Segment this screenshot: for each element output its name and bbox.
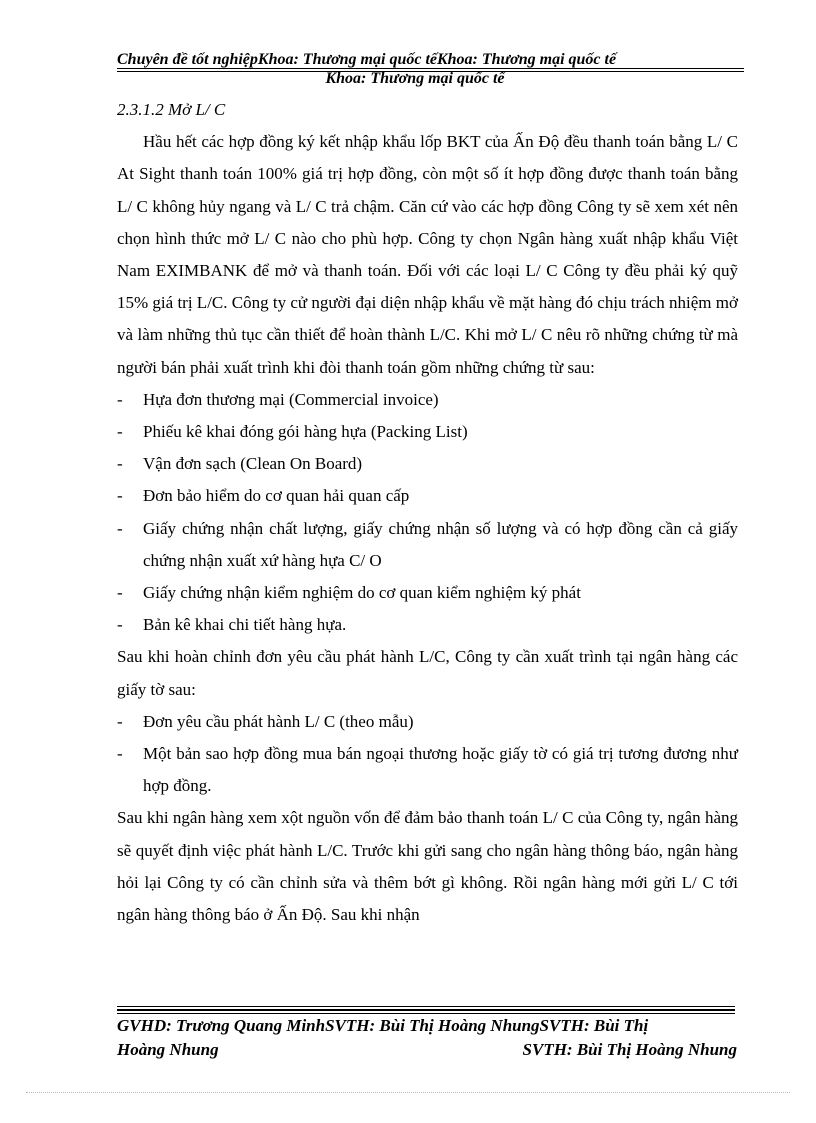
- after-list-paragraph: Sau khi hoàn chỉnh đơn yêu cầu phát hành L/C, Công ty cần xuất trình tại ngân hàng các giấy tờ sau:: [117, 647, 738, 699]
- footer-line-2: [117, 1038, 737, 1062]
- bullet-dash: -: [117, 518, 123, 538]
- page-footer: [117, 1014, 737, 1062]
- list-item: [117, 480, 738, 512]
- page-header: [117, 50, 737, 88]
- list-item-text: Bản kê khai chi tiết hàng hựa.: [143, 615, 347, 635]
- footer-rule-1: [117, 1006, 735, 1007]
- page-bottom-divider: [26, 1092, 790, 1093]
- bullet-dash: -: [117, 711, 123, 731]
- bullet-dash: -: [117, 454, 123, 474]
- list-item: [117, 577, 738, 609]
- list-item: [117, 416, 738, 448]
- header-rule-top: [117, 68, 744, 69]
- header-rule-bottom: [117, 71, 744, 72]
- list-item: [117, 738, 738, 802]
- document-body: [117, 94, 738, 931]
- bullet-dash: -: [117, 486, 123, 506]
- footer-rule-2: [117, 1009, 735, 1011]
- list-item-text: Hựa đơn thương mại (Commercial invoice): [143, 389, 439, 409]
- closing-paragraph: Sau khi ngân hàng xem xột nguồn vốn để đảm bảo thanh toán L/ C của Công ty, ngân hàng sẽ quyết định việc phát hành L/C. Trước khi gửi sang cho ngân hàng thông báo, ngân hàng hỏi lại Công ty có cần chỉnh sửa và thêm bớt gì không. Rồi ngân hàng mới gửi L/ C tới ngân hàng thông báo ở Ấn Độ. Sau khi nhận: [117, 808, 738, 925]
- intro-paragraph: Hầu hết các hợp đồng ký kết nhập khẩu lốp BKT của Ấn Độ đều thanh toán bằng L/ C At Sight thanh toán 100% giá trị hợp đồng, còn một số ít hợp đồng được thanh toán bằng L/ C không hủy ngang và L/ C trả chậm. Căn cứ vào các hợp đồng Công ty sẽ xem xét nên chọn hình thức mở L/ C nào cho phù hợp. Công ty chọn Ngân hàng xuất nhập khẩu Việt Nam EXIMBANK để mở và thanh toán. Đối với các loại L/ C Công ty đều phải ký quỹ 15% giá trị L/C. Công ty cử người đại diện nhập khẩu về mặt hàng đó chịu trách nhiệm mở và làm những thủ tục cần thiết để hoàn thành L/C. Khi mở L/ C nêu rõ những chứng từ mà người bán phải xuất trình khi đòi thanh toán gồm những chứng từ sau:: [117, 132, 738, 377]
- bullet-dash: -: [117, 615, 123, 635]
- list-item-text: Đơn bảo hiểm do cơ quan hải quan cấp: [143, 486, 410, 506]
- bullet-dash: -: [117, 744, 123, 764]
- list-item: [117, 706, 738, 738]
- list-item: [117, 609, 738, 641]
- bank-documents-list: [117, 706, 738, 803]
- list-item-text: Một bản sao hợp đồng mua bán ngoại thương hoặc giấy tờ có giá trị tương đương như hợp đồng.: [143, 744, 738, 796]
- list-item-text: Vận đơn sạch (Clean On Board): [143, 454, 363, 474]
- footer-line-2-right: SVTH: Bùi Thị Hoàng Nhung: [522, 1040, 737, 1059]
- footer-line-1: GVHD: Trương Quang MinhSVTH: Bùi Thị Hoàng NhungSVTH: Bùi Thị: [117, 1016, 649, 1035]
- list-item-text: Giấy chứng nhận kiểm nghiệm do cơ quan kiểm nghiệm ký phát: [143, 583, 581, 603]
- header-line-1: Chuyên đề tốt nghiệpKhoa: Thương mại quốc tếKhoa: Thương mại quốc tế: [117, 51, 617, 68]
- list-item: [117, 448, 738, 480]
- bullet-dash: -: [117, 389, 123, 409]
- footer-line-2-left: Hoàng Nhung: [117, 1040, 219, 1059]
- list-item-text: Giấy chứng nhận chất lượng, giấy chứng nhận số lượng và có hợp đồng cần cả giấy chứng nhận xuất xứ hàng hựa C/ O: [143, 518, 738, 570]
- list-item-text: Phiếu kê khai đóng gói hàng hựa (Packing List): [143, 422, 468, 442]
- list-item: [117, 384, 738, 416]
- header-line-2: Khoa: Thương mại quốc tế: [325, 70, 505, 87]
- documents-list: [117, 384, 738, 642]
- section-title: 2.3.1.2 Mở L/ C: [117, 100, 226, 119]
- list-item: [117, 513, 738, 577]
- bullet-dash: -: [117, 583, 123, 603]
- list-item-text: Đơn yêu cầu phát hành L/ C (theo mẫu): [143, 711, 414, 731]
- bullet-dash: -: [117, 422, 123, 442]
